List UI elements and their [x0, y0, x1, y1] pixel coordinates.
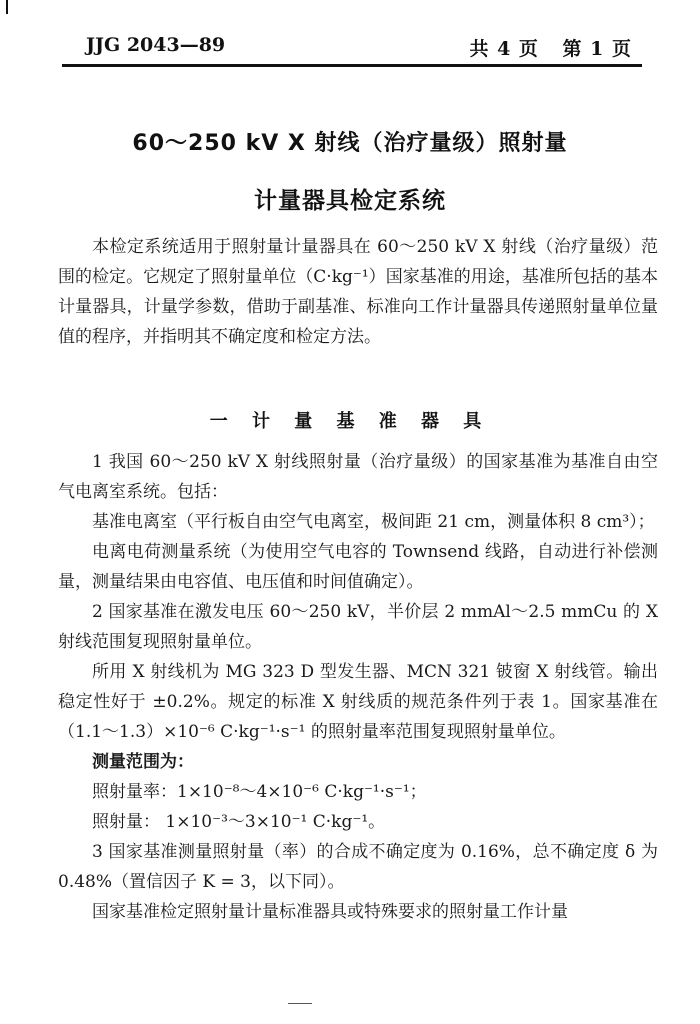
- paragraph-uncertainty: 3 国家基准测量照射量（率）的合成不确定度为 0.16%，总不确定度 δ 为 0.48%（置信因子 K = 3，以下同）。: [58, 842, 658, 892]
- paragraph-last: 国家基准检定照射量计量标准器具或特殊要求的照射量工作计量: [92, 902, 568, 922]
- paragraph-4: 2 国家基准在激发电压 60～250 kV，半价层 2 mmAl～2.5 mmCu 的 X 射线范围复现照射量单位。: [58, 602, 658, 652]
- range-rate: 照射量率：1×10⁻⁸～4×10⁻⁶ C·kg⁻¹·s⁻¹；: [92, 782, 427, 802]
- section-heading: 一 计 量 基 准 器 具: [209, 411, 491, 432]
- paragraph-3: 电离电荷测量系统（为使用空气电容的 Townsend 线路，自动进行补偿测量，测量结果由电容值、电压值和时间值确定）。: [58, 542, 658, 592]
- footer-rule: [288, 1003, 312, 1004]
- document-title-line-1: 60～250 kV X 射线（治疗量级）照射量: [132, 131, 568, 156]
- document-title-line-2: 计量器具检定系统: [254, 188, 446, 214]
- paragraph-1: 1 我国 60～250 kV X 射线照射量（治疗量级）的国家基准为基准自由空气电离室系统。包括：: [58, 452, 658, 502]
- paragraph-5: 所用 X 射线机为 MG 323 D 型发生器、MCN 321 铍窗 X 射线管。输出稳定性好于 ±0.2%。规定的标准 X 射线质的规范条件列于表 1。国家基准在（1.1～1.3）×10⁻⁶ C·kg⁻¹·s⁻¹ 的照射量率范围复现照射量单位。: [58, 662, 658, 742]
- scan-mark: [6, 0, 8, 14]
- paragraph-2: 基准电离室（平行板自由空气电离室，极间距 21 cm，测量体积 8 cm³）；: [92, 512, 655, 532]
- intro-section: [58, 232, 658, 352]
- page-header: [62, 30, 642, 67]
- section-body: [58, 447, 658, 927]
- range-heading: 测量范围为：: [92, 752, 194, 772]
- page-info: [453, 34, 632, 61]
- intro-paragraph: 本检定系统适用于照射量计量器具在 60～250 kV X 射线（治疗量级）范围的检定。它规定了照射量单位（C·kg⁻¹）国家基准的用途，基准所包括的基本计量器具，计量学参数，借助于副基准、标准向工作计量器具传递照射量单位量值的程序，并指明其不确定度和检定方法。: [58, 237, 658, 347]
- total-pages: 共 4 页: [469, 38, 539, 60]
- page-number: 第 1 页: [562, 38, 632, 60]
- standard-code: JJG 2043—89: [86, 34, 226, 56]
- range-exposure: 照射量： 1×10⁻³～3×10⁻¹ C·kg⁻¹。: [92, 812, 386, 832]
